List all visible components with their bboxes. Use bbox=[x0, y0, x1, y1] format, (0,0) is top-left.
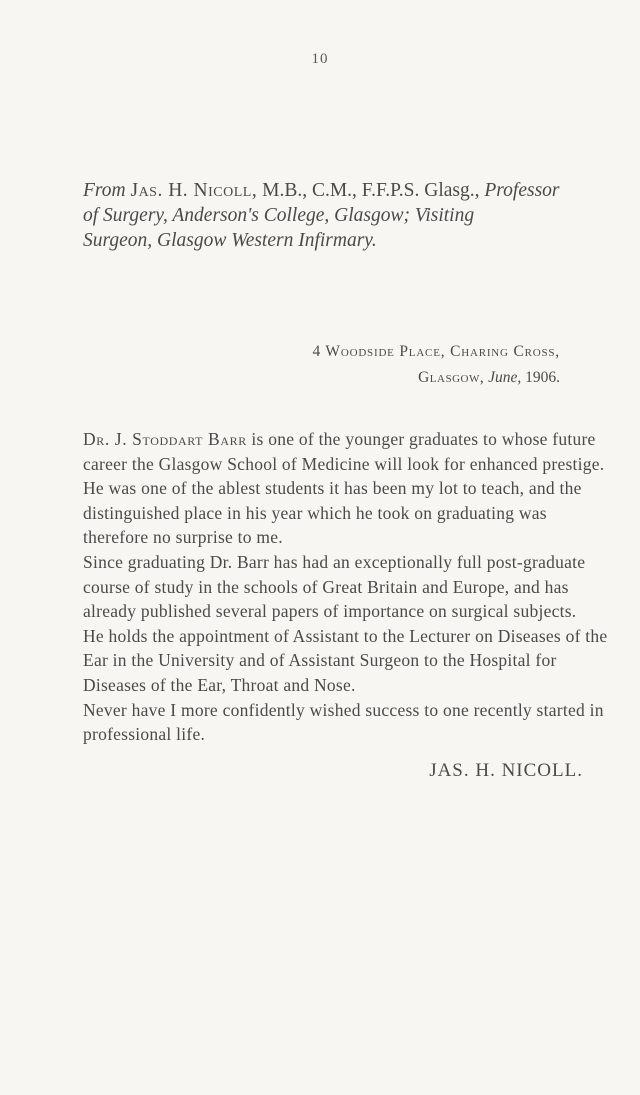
author-positions-line-2: Surgeon, Glasgow Western Infirmary. bbox=[83, 230, 377, 251]
date-year: 1906. bbox=[525, 369, 560, 386]
page-number: 10 bbox=[311, 51, 329, 67]
from-word: From bbox=[83, 180, 126, 201]
signature: JAS. H. NICOLL. bbox=[429, 760, 583, 781]
author-positions-line: of Surgery, Anderson's College, Glasgow; Visiting bbox=[83, 205, 475, 226]
street-address: 4 Woodside Place, Charing Cross, bbox=[312, 343, 560, 360]
letter-heading bbox=[83, 178, 613, 253]
sender-address bbox=[0, 339, 560, 391]
date-month: June, bbox=[488, 369, 522, 386]
author-name: Jas. H. Nicoll, bbox=[130, 180, 258, 201]
author-title-start: Professor bbox=[484, 180, 560, 201]
city: Glasgow, bbox=[418, 369, 485, 386]
paragraph-3: Since graduating Dr. Barr has had an exceptionally full post-graduate course of study in the schools of Great Britain and Europe, and has already published several papers of importance on surgical subjects. bbox=[83, 551, 586, 622]
paragraph-4: He holds the appointment of Assistant to the Lecturer on Diseases of the Ear in the University and of Assistant Surgeon to the Hospital for Diseases of the Ear, Throat and Nose. bbox=[83, 625, 608, 695]
paragraph-2: He was one of the ablest students it has been my lot to teach, and the distinguished place in his year which he took on graduating was therefore no surprise to me. bbox=[83, 478, 582, 548]
salutation: Dr. J. Stoddart Barr bbox=[83, 429, 247, 449]
paragraph-1 bbox=[83, 427, 613, 476]
paragraph-5: Never have I more confidently wished success to one recently started in professional life. bbox=[83, 699, 604, 745]
paragraph-1-text: is one of the younger graduates to whose future career the Glasgow School of Medicine will look for enhanced prestige. bbox=[83, 429, 605, 474]
author-qualifications: M.B., C.M., F.F.P.S. Glasg., bbox=[257, 180, 480, 201]
letter-body bbox=[83, 427, 613, 747]
city-date-line bbox=[0, 365, 560, 391]
